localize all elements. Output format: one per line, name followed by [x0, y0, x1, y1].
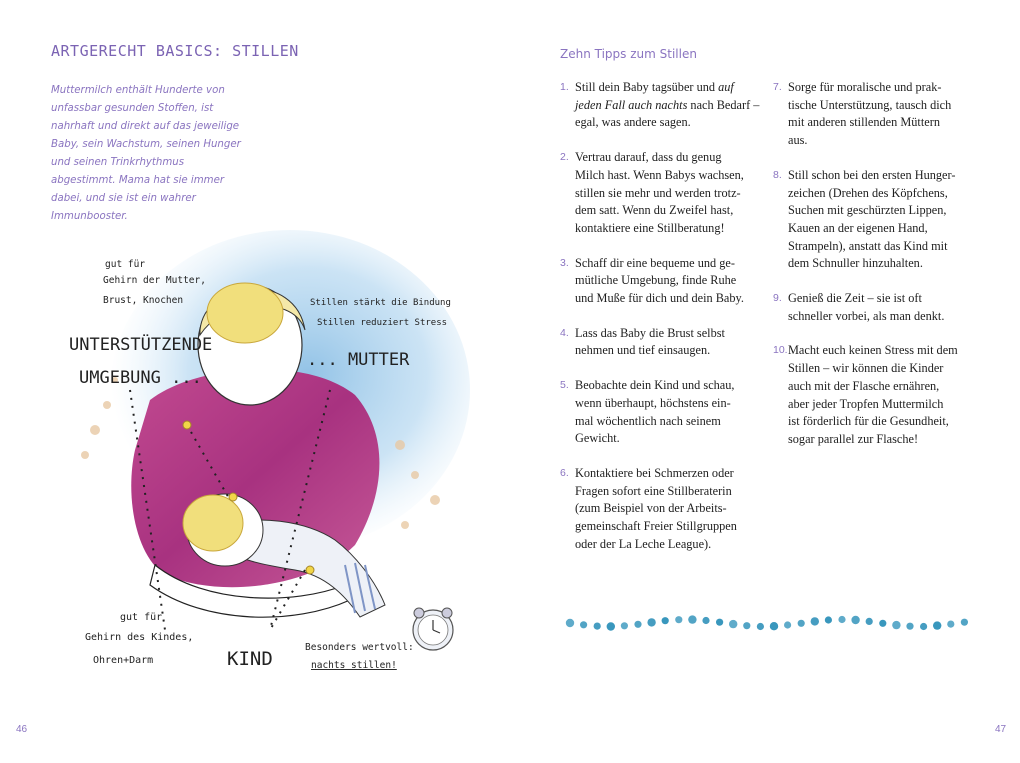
decorative-dot: [662, 617, 669, 624]
decorative-dot: [580, 621, 587, 628]
decorative-dot: [702, 617, 709, 624]
label-environment-2: UMGEBUNG ...: [79, 368, 202, 388]
tips-column-1: [560, 79, 760, 570]
decorative-dot: [961, 619, 968, 626]
tip-item: [773, 342, 973, 448]
tip-item: [560, 149, 760, 238]
alarm-clock-icon: [413, 608, 453, 650]
tip-item: [560, 325, 760, 360]
tip-text: Still schon bei den ersten Hunger- zeichen (Drehen des Köpfchens, Suchen mit geschürzten Lippen, Kauen an der eigenen Hand, Strampeln), anstatt das Kind mit dem Schnuller hinzuhalten.: [788, 167, 956, 271]
decorative-dot: [933, 621, 941, 629]
decorative-dot: [607, 622, 615, 630]
decorative-dot: [729, 620, 737, 628]
label-brain-mother-2: Gehirn der Mutter,: [103, 275, 206, 286]
label-mother: ... MUTTER: [307, 350, 410, 370]
tip-text: Macht euch keinen Stress mit dem Stillen – wir können die Kinder auch mit der Flasche ernähren, aber jeder Tropfen Muttermilch ist förderlich für die Gesundheit, sogar parallel zur Flasche!: [788, 343, 958, 446]
decorative-dot: [716, 619, 723, 626]
tip-number: 6.: [560, 466, 569, 479]
label-brain-mother-3: Brust, Knochen: [103, 295, 184, 306]
page-number-left: 46: [16, 724, 28, 735]
label-bonding-2: Stillen reduziert Stress: [317, 318, 448, 328]
decorative-dot: [947, 621, 954, 628]
decorative-dot: [811, 617, 819, 625]
label-environment-1: UNTERSTÜTZENDE: [69, 335, 213, 355]
tip-number: 1.: [560, 81, 569, 93]
section-title: ARTGERECHT BASICS: STILLEN: [51, 42, 299, 60]
label-night-2: nachts stillen!: [311, 660, 397, 671]
tip-text: Vertrau darauf, dass du genug Milch hast. Wenn Babys wachsen, stillen sie mehr und werden trotz- dem satt. Wenn du Zweifel hast, kontaktiere eine Stillberatung!: [575, 150, 744, 235]
decorative-dot: [838, 616, 845, 623]
tip-item: [560, 79, 760, 132]
tip-text: Beobachte dein Kind und schau, wenn überhaupt, höchstens ein- mal wöchentlich nach seinem Gewicht.: [575, 378, 735, 446]
decorative-dot: [784, 621, 791, 628]
label-bonding-1: Stillen stärkt die Bindung: [310, 298, 451, 308]
decorative-dot: [770, 622, 778, 630]
right-page: [510, 0, 1020, 763]
tip-number: 10.: [773, 344, 788, 357]
tip-text: Sorge für moralische und prak- tische Unterstützung, tausch dich mit anderen stillenden Müttern aus.: [788, 80, 952, 148]
tip-item: [560, 377, 760, 448]
label-brain-child-3: Ohren+Darm: [93, 655, 154, 666]
tip-text: Schaff dir eine bequeme und ge- mütliche Umgebung, finde Ruhe und Muße für dich und dein Baby.: [575, 255, 744, 306]
decorative-dot: [688, 615, 696, 623]
tip-number: 5.: [560, 379, 569, 392]
label-night-1: Besonders wertvoll:: [305, 642, 414, 653]
tip-item: [773, 290, 973, 325]
tip-text: Kontaktiere bei Schmerzen oder Fragen sofort eine Stillberaterin (zum Beispiel von der Arbeits- gemeinschaft Freier Stillgruppen oder der La Leche League).: [575, 465, 737, 551]
decorative-dot: [757, 623, 764, 630]
decorative-dot-row: [560, 611, 980, 635]
decorative-dot: [879, 620, 886, 627]
decorative-dot: [892, 621, 900, 629]
tip-number: 4.: [560, 326, 569, 339]
decorative-dot: [743, 622, 750, 629]
decorative-dot: [566, 619, 574, 627]
tip-number: 7.: [773, 81, 782, 93]
label-brain-child-1: gut für: [120, 612, 163, 623]
label-child: KIND: [227, 648, 273, 670]
page-number-right: 47: [995, 724, 1007, 735]
decorative-dot: [851, 616, 859, 624]
decorative-dot: [920, 623, 927, 630]
tip-text: Lass das Baby die Brust selbst nehmen und tief einsaugen.: [575, 325, 725, 358]
tip-text: Still dein Baby tagsüber und auf jeden Fall auch nachts nach Bedarf – egal, was andere sagen.: [575, 80, 760, 130]
decorative-dot: [634, 621, 641, 628]
decorative-dot: [675, 616, 682, 623]
tip-number: 3.: [560, 256, 569, 269]
tip-number: 8.: [773, 168, 782, 181]
tip-item: [773, 79, 973, 150]
tip-text: Genieß die Zeit – sie ist oft schneller vorbei, als man denkt.: [788, 291, 945, 323]
tips-column-2: [773, 79, 973, 466]
tip-number: 9.: [773, 292, 782, 305]
baby-brain: [183, 495, 243, 551]
tips-heading: Zehn Tipps zum Stillen: [560, 47, 697, 61]
decorative-dot: [798, 620, 805, 627]
decorative-dot: [594, 623, 601, 630]
decorative-dot: [866, 618, 873, 625]
tip-item: [773, 167, 973, 273]
decorative-dot: [647, 618, 655, 626]
tip-number: 2.: [560, 151, 569, 164]
decorative-dot: [621, 622, 628, 629]
breastfeeding-illustration: [55, 225, 470, 680]
decorative-dot: [906, 623, 913, 630]
tip-item: [560, 255, 760, 308]
label-brain-mother-1: gut für: [105, 259, 146, 270]
intro-paragraph: Muttermilch enthält Hunderte von unfassbar gesunden Stoffen, ist nahrhaft und direkt auf das jeweilige Baby, sein Wachstum, seinen Hunger und seinen Trinkrhythmus abgestimmt. Mama hat sie immer dabei, und sie ist ein wahrer Immunbooster.: [51, 85, 241, 222]
decorative-dot: [825, 616, 832, 623]
tip-item: [560, 465, 760, 554]
label-brain-child-2: Gehirn des Kindes,: [85, 632, 194, 643]
mother-brain: [207, 283, 283, 343]
